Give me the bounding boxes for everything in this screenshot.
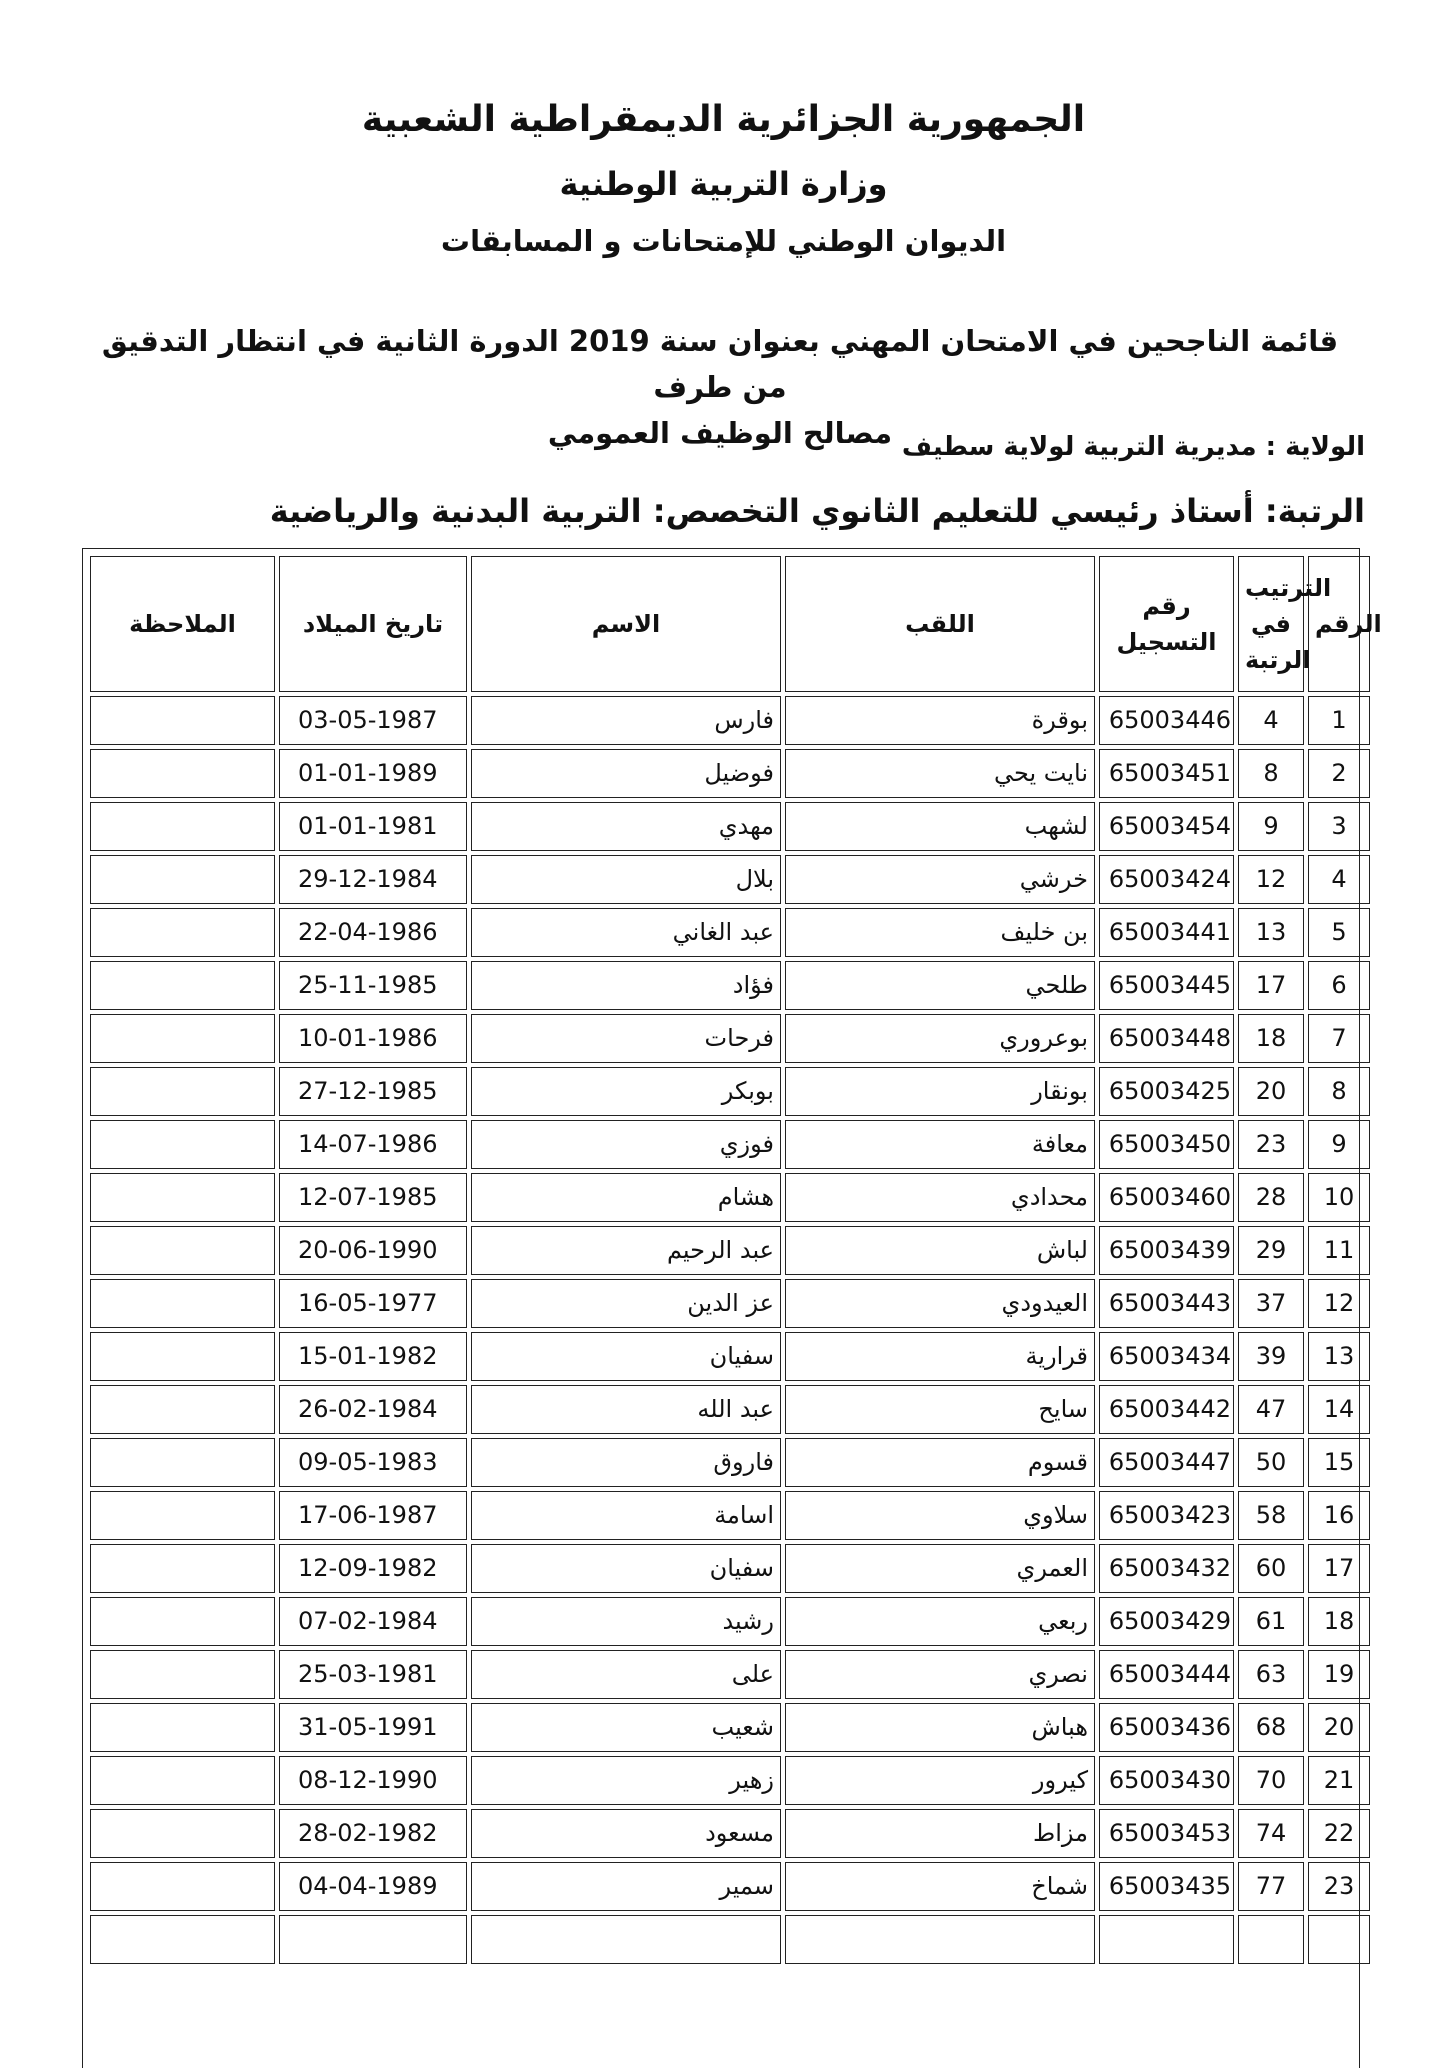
- ministry-title: وزارة التربية الوطنية: [559, 165, 888, 203]
- cell-note: [90, 1756, 275, 1805]
- cell-dob: 15-01-1982: [279, 1332, 467, 1381]
- cell-last-name: قرارية: [785, 1332, 1095, 1381]
- table-row: [90, 1385, 1370, 1434]
- cell-rank: 29: [1238, 1226, 1304, 1275]
- cell-number: 20: [1308, 1703, 1370, 1752]
- cell-number: 21: [1308, 1756, 1370, 1805]
- cell-note: [90, 696, 275, 745]
- cell-first-name: شعيب: [471, 1703, 781, 1752]
- cell-rank: 17: [1238, 961, 1304, 1010]
- table-row: [90, 1650, 1370, 1699]
- table-row: [90, 1597, 1370, 1646]
- cell-last-name: سلاوي: [785, 1491, 1095, 1540]
- table-row: [90, 1756, 1370, 1805]
- cell-first-name: مسعود: [471, 1809, 781, 1858]
- cell-note: [90, 1438, 275, 1487]
- cell-number: 3: [1308, 802, 1370, 851]
- cell-registration: 65003439: [1099, 1226, 1234, 1275]
- cell-number: 11: [1308, 1226, 1370, 1275]
- cell-last-name: مزاط: [785, 1809, 1095, 1858]
- list-heading-line1: قائمة الناجحين في الامتحان المهني بعنوان سنة 2019 الدورة الثانية في انتظار التدقيق من طرف: [101, 324, 1339, 404]
- cell-note: [90, 1279, 275, 1328]
- cell-number: 1: [1308, 696, 1370, 745]
- cell-note: [90, 1862, 275, 1911]
- cell-registration: 65003444: [1099, 1650, 1234, 1699]
- cell-registration: 65003450: [1099, 1120, 1234, 1169]
- cell-rank: 74: [1238, 1809, 1304, 1858]
- cell-last-name: ربعي: [785, 1597, 1095, 1646]
- cell-registration: 65003447: [1099, 1438, 1234, 1487]
- cell-note: [90, 1173, 275, 1222]
- cell-registration: 65003442: [1099, 1385, 1234, 1434]
- cell-number: 19: [1308, 1650, 1370, 1699]
- cell-last-name: طلحي: [785, 961, 1095, 1010]
- cell-dob: 12-07-1985: [279, 1173, 467, 1222]
- cell-registration: 65003432: [1099, 1544, 1234, 1593]
- table-row: [90, 1703, 1370, 1752]
- cell-last-name: شماخ: [785, 1862, 1095, 1911]
- cell-dob: [279, 1915, 467, 1964]
- table-row: [90, 1862, 1370, 1911]
- cell-first-name: سفيان: [471, 1332, 781, 1381]
- cell-number: 5: [1308, 908, 1370, 957]
- cell-dob: 14-07-1986: [279, 1120, 467, 1169]
- cell-note: [90, 961, 275, 1010]
- cell-note: [90, 1703, 275, 1752]
- cell-last-name: خرشي: [785, 855, 1095, 904]
- cell-rank: 20: [1238, 1067, 1304, 1116]
- cell-number: 7: [1308, 1014, 1370, 1063]
- cell-dob: 27-12-1985: [279, 1067, 467, 1116]
- cell-number: 13: [1308, 1332, 1370, 1381]
- cell-last-name: لباش: [785, 1226, 1095, 1275]
- header-registration: رقم التسجيل: [1099, 556, 1234, 692]
- cell-rank: 39: [1238, 1332, 1304, 1381]
- table-row-partial: [90, 1915, 1370, 1964]
- header-number: الرقم: [1308, 556, 1370, 692]
- cell-rank: 28: [1238, 1173, 1304, 1222]
- cell-first-name: فؤاد: [471, 961, 781, 1010]
- cell-note: [90, 1650, 275, 1699]
- cell-first-name: عز الدين: [471, 1279, 781, 1328]
- table-header-row: [90, 556, 1370, 692]
- cell-number: 6: [1308, 961, 1370, 1010]
- cell-registration: 65003460: [1099, 1173, 1234, 1222]
- cell-registration: 65003434: [1099, 1332, 1234, 1381]
- cell-dob: 25-03-1981: [279, 1650, 467, 1699]
- cell-rank: 23: [1238, 1120, 1304, 1169]
- cell-last-name: بن خليف: [785, 908, 1095, 957]
- cell-last-name: محدادي: [785, 1173, 1095, 1222]
- cell-rank: [1238, 1915, 1304, 1964]
- cell-rank: 70: [1238, 1756, 1304, 1805]
- cell-rank: 8: [1238, 749, 1304, 798]
- cell-number: [1308, 1915, 1370, 1964]
- cell-rank: 9: [1238, 802, 1304, 851]
- cell-last-name: معافة: [785, 1120, 1095, 1169]
- header-rank: الترتيب في الرتبة: [1238, 556, 1304, 692]
- cell-last-name: العيدودي: [785, 1279, 1095, 1328]
- cell-number: 4: [1308, 855, 1370, 904]
- cell-registration: 65003445: [1099, 961, 1234, 1010]
- cell-registration: 65003425: [1099, 1067, 1234, 1116]
- cell-note: [90, 802, 275, 851]
- cell-last-name: هباش: [785, 1703, 1095, 1752]
- cell-note: [90, 1332, 275, 1381]
- cell-registration: 65003453: [1099, 1809, 1234, 1858]
- wilaya-label: الولاية : مديرية التربية لولاية سطيف: [901, 432, 1365, 462]
- cell-last-name: كيرور: [785, 1756, 1095, 1805]
- cell-dob: 29-12-1984: [279, 855, 467, 904]
- cell-number: 23: [1308, 1862, 1370, 1911]
- cell-note: [90, 749, 275, 798]
- cell-dob: 26-02-1984: [279, 1385, 467, 1434]
- cell-last-name: سايح: [785, 1385, 1095, 1434]
- cell-dob: 10-01-1986: [279, 1014, 467, 1063]
- table-row: [90, 1173, 1370, 1222]
- table-row: [90, 749, 1370, 798]
- cell-last-name: نصري: [785, 1650, 1095, 1699]
- header-last-name: اللقب: [785, 556, 1095, 692]
- cell-rank: 4: [1238, 696, 1304, 745]
- cell-dob: 07-02-1984: [279, 1597, 467, 1646]
- cell-rank: 60: [1238, 1544, 1304, 1593]
- cell-first-name: فارس: [471, 696, 781, 745]
- cell-last-name: قسوم: [785, 1438, 1095, 1487]
- cell-number: 15: [1308, 1438, 1370, 1487]
- table-row: [90, 961, 1370, 1010]
- cell-first-name: بوبكر: [471, 1067, 781, 1116]
- cell-rank: 77: [1238, 1862, 1304, 1911]
- results-table: [86, 552, 1382, 1968]
- cell-first-name: فاروق: [471, 1438, 781, 1487]
- cell-number: 22: [1308, 1809, 1370, 1858]
- cell-last-name: بونقار: [785, 1067, 1095, 1116]
- cell-first-name: عبد الرحيم: [471, 1226, 781, 1275]
- results-table-frame: [82, 548, 1382, 2068]
- cell-note: [90, 855, 275, 904]
- cell-rank: 12: [1238, 855, 1304, 904]
- cell-first-name: سمير: [471, 1862, 781, 1911]
- cell-number: 10: [1308, 1173, 1370, 1222]
- cell-number: 9: [1308, 1120, 1370, 1169]
- office-title: الديوان الوطني للإمتحانات و المسابقات: [440, 224, 1007, 258]
- table-row: [90, 1226, 1370, 1275]
- table-row: [90, 1491, 1370, 1540]
- cell-note: [90, 1014, 275, 1063]
- cell-registration: 65003429: [1099, 1597, 1234, 1646]
- cell-registration: [1099, 1915, 1234, 1964]
- cell-dob: 20-06-1990: [279, 1226, 467, 1275]
- cell-dob: 01-01-1989: [279, 749, 467, 798]
- cell-registration: 65003454: [1099, 802, 1234, 851]
- cell-last-name: نايت يحي: [785, 749, 1095, 798]
- cell-first-name: سفيان: [471, 1544, 781, 1593]
- cell-number: 14: [1308, 1385, 1370, 1434]
- cell-dob: 31-05-1991: [279, 1703, 467, 1752]
- republic-title: الجمهورية الجزائرية الديمقراطية الشعبية: [361, 99, 1086, 140]
- cell-note: [90, 1385, 275, 1434]
- cell-note: [90, 1597, 275, 1646]
- cell-first-name: عبد الغاني: [471, 908, 781, 957]
- cell-first-name: فرحات: [471, 1014, 781, 1063]
- cell-first-name: عبد الله: [471, 1385, 781, 1434]
- table-row: [90, 908, 1370, 957]
- cell-number: 16: [1308, 1491, 1370, 1540]
- cell-registration: 65003424: [1099, 855, 1234, 904]
- header-note: الملاحظة: [90, 556, 275, 692]
- cell-first-name: هشام: [471, 1173, 781, 1222]
- cell-registration: 65003423: [1099, 1491, 1234, 1540]
- cell-dob: 04-04-1989: [279, 1862, 467, 1911]
- cell-registration: 65003436: [1099, 1703, 1234, 1752]
- cell-rank: 50: [1238, 1438, 1304, 1487]
- cell-rank: 47: [1238, 1385, 1304, 1434]
- cell-note: [90, 1491, 275, 1540]
- cell-note: [90, 1067, 275, 1116]
- cell-last-name: بوعروري: [785, 1014, 1095, 1063]
- cell-last-name: لشهب: [785, 802, 1095, 851]
- cell-last-name: العمري: [785, 1544, 1095, 1593]
- cell-rank: 68: [1238, 1703, 1304, 1752]
- header-dob: تاريخ الميلاد: [279, 556, 467, 692]
- cell-registration: 65003446: [1099, 696, 1234, 745]
- cell-registration: 65003441: [1099, 908, 1234, 957]
- cell-registration: 65003435: [1099, 1862, 1234, 1911]
- table-row: [90, 1120, 1370, 1169]
- cell-first-name: زهير: [471, 1756, 781, 1805]
- table-row: [90, 1544, 1370, 1593]
- cell-rank: 18: [1238, 1014, 1304, 1063]
- cell-first-name: بلال: [471, 855, 781, 904]
- table-body: [90, 696, 1370, 1964]
- cell-note: [90, 1809, 275, 1858]
- cell-registration: 65003430: [1099, 1756, 1234, 1805]
- cell-number: 8: [1308, 1067, 1370, 1116]
- table-row: [90, 1332, 1370, 1381]
- cell-rank: 63: [1238, 1650, 1304, 1699]
- cell-rank: 58: [1238, 1491, 1304, 1540]
- cell-dob: 22-04-1986: [279, 908, 467, 957]
- cell-registration: 65003443: [1099, 1279, 1234, 1328]
- cell-dob: 08-12-1990: [279, 1756, 467, 1805]
- cell-rank: 13: [1238, 908, 1304, 957]
- table-row: [90, 696, 1370, 745]
- cell-first-name: فوزي: [471, 1120, 781, 1169]
- cell-note: [90, 1544, 275, 1593]
- cell-note: [90, 1120, 275, 1169]
- cell-registration: 65003448: [1099, 1014, 1234, 1063]
- cell-last-name: [785, 1915, 1095, 1964]
- cell-registration: 65003451: [1099, 749, 1234, 798]
- cell-first-name: على: [471, 1650, 781, 1699]
- cell-first-name: [471, 1915, 781, 1964]
- cell-number: 12: [1308, 1279, 1370, 1328]
- cell-rank: 61: [1238, 1597, 1304, 1646]
- cell-dob: 25-11-1985: [279, 961, 467, 1010]
- cell-number: 18: [1308, 1597, 1370, 1646]
- cell-dob: 17-06-1987: [279, 1491, 467, 1540]
- table-row: [90, 1067, 1370, 1116]
- grade-label: الرتبة: أستاذ رئيسي للتعليم الثانوي التخصص: التربية البدنية والرياضية: [269, 492, 1365, 530]
- table-row: [90, 1014, 1370, 1063]
- cell-first-name: اسامة: [471, 1491, 781, 1540]
- table-row: [90, 1438, 1370, 1487]
- cell-first-name: فوضيل: [471, 749, 781, 798]
- cell-rank: 37: [1238, 1279, 1304, 1328]
- cell-dob: 16-05-1977: [279, 1279, 467, 1328]
- table-row: [90, 1279, 1370, 1328]
- cell-dob: 01-01-1981: [279, 802, 467, 851]
- cell-dob: 03-05-1987: [279, 696, 467, 745]
- header-first-name: الاسم: [471, 556, 781, 692]
- cell-note: [90, 1226, 275, 1275]
- cell-dob: 09-05-1983: [279, 1438, 467, 1487]
- table-row: [90, 1809, 1370, 1858]
- cell-dob: 28-02-1982: [279, 1809, 467, 1858]
- cell-first-name: مهدي: [471, 802, 781, 851]
- cell-number: 2: [1308, 749, 1370, 798]
- cell-dob: 12-09-1982: [279, 1544, 467, 1593]
- cell-first-name: رشيد: [471, 1597, 781, 1646]
- cell-note: [90, 1915, 275, 1964]
- cell-last-name: بوقرة: [785, 696, 1095, 745]
- cell-number: 17: [1308, 1544, 1370, 1593]
- table-row: [90, 855, 1370, 904]
- list-heading-line2: مصالح الوظيف العمومي: [547, 416, 893, 450]
- table-row: [90, 802, 1370, 851]
- cell-note: [90, 908, 275, 957]
